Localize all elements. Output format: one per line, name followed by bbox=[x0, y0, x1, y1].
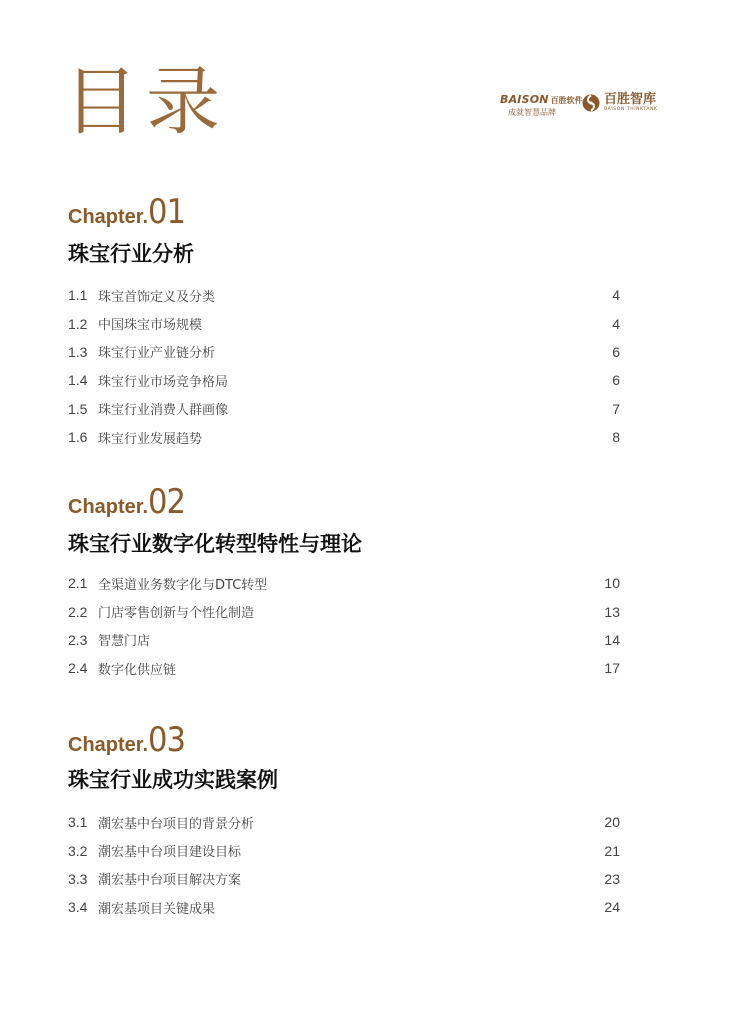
toc-entry-title: 潮宏基中台项目建设目标 bbox=[98, 845, 242, 861]
toc-entry-number: 2.4 bbox=[68, 660, 88, 677]
toc-list-02 bbox=[68, 569, 620, 683]
chapter-heading-01 bbox=[68, 192, 185, 237]
toc-entry-number: 3.2 bbox=[68, 842, 88, 859]
chapter-label: Chapter. bbox=[68, 734, 149, 756]
toc-entry-number: 1.4 bbox=[68, 372, 88, 389]
toc-entry-1-6[interactable] bbox=[68, 423, 620, 451]
thinktank-logo-cn: 百胜智库 bbox=[604, 92, 657, 107]
toc-entry-number: 2.1 bbox=[68, 575, 88, 592]
toc-entry-number: 1.1 bbox=[68, 287, 88, 304]
toc-entry-title: 珠宝首饰定义及分类 bbox=[98, 289, 216, 305]
toc-entry-title: 珠宝行业发展趋势 bbox=[98, 431, 203, 447]
toc-entry-number: 3.4 bbox=[68, 899, 88, 916]
toc-entry-number: 1.5 bbox=[68, 400, 88, 417]
chapter-number: 01 bbox=[148, 192, 185, 232]
toc-entry-title: 数字化供应链 bbox=[98, 662, 177, 678]
toc-entry-page: 4 bbox=[612, 287, 620, 304]
toc-entry-number: 1.6 bbox=[68, 429, 88, 446]
page-title: 目录 bbox=[64, 59, 228, 145]
toc-entry-3-1[interactable] bbox=[68, 808, 620, 836]
toc-entry-title: 潮宏基中台项目解决方案 bbox=[98, 873, 242, 889]
toc-entry-page: 13 bbox=[604, 603, 620, 620]
toc-entry-title: 珠宝行业市场竞争格局 bbox=[98, 374, 229, 390]
toc-entry-title: 中国珠宝市场规模 bbox=[98, 318, 203, 334]
chapter-label: Chapter. bbox=[68, 206, 149, 228]
toc-entry-1-4[interactable] bbox=[68, 366, 620, 394]
toc-entry-number: 3.3 bbox=[68, 870, 88, 887]
baison-logo bbox=[500, 93, 583, 118]
toc-entry-number: 2.2 bbox=[68, 603, 88, 620]
toc-entry-page: 6 bbox=[612, 343, 620, 360]
toc-entry-page: 14 bbox=[604, 631, 620, 648]
toc-entry-page: 7 bbox=[612, 400, 620, 417]
toc-entry-number: 2.3 bbox=[68, 631, 88, 648]
thinktank-logo-en: BAISON THINKTANK bbox=[604, 107, 658, 112]
toc-entry-number: 3.1 bbox=[68, 814, 88, 831]
toc-entry-page: 23 bbox=[604, 870, 620, 887]
toc-entry-3-4[interactable] bbox=[68, 893, 620, 921]
toc-entry-page: 17 bbox=[604, 660, 620, 677]
baison-logo-wordmark: BAISON bbox=[500, 93, 549, 106]
toc-entry-page: 21 bbox=[604, 842, 620, 859]
thinktank-logo-icon bbox=[582, 94, 600, 112]
toc-entry-title: 智慧门店 bbox=[98, 634, 151, 650]
toc-entry-2-1[interactable] bbox=[68, 569, 620, 597]
chapter-heading-02 bbox=[68, 482, 185, 527]
toc-entry-2-2[interactable] bbox=[68, 597, 620, 625]
toc-entry-3-2[interactable] bbox=[68, 836, 620, 864]
toc-entry-page: 10 bbox=[604, 575, 620, 592]
chapter-number: 02 bbox=[148, 482, 185, 522]
chapter-title-03: 珠宝行业成功实践案例 bbox=[68, 768, 278, 792]
toc-entry-title: 珠宝行业产业链分析 bbox=[98, 346, 216, 362]
toc-list-01 bbox=[68, 281, 620, 451]
toc-entry-1-2[interactable] bbox=[68, 309, 620, 337]
toc-entry-number: 1.2 bbox=[68, 315, 88, 332]
chapter-title-01: 珠宝行业分析 bbox=[68, 242, 194, 266]
toc-entry-title: 门店零售创新与个性化制造 bbox=[98, 606, 255, 622]
toc-entry-2-3[interactable] bbox=[68, 626, 620, 654]
baison-thinktank-logo bbox=[582, 93, 658, 113]
toc-entry-page: 8 bbox=[612, 429, 620, 446]
chapter-heading-03 bbox=[68, 720, 185, 765]
toc-entry-1-3[interactable] bbox=[68, 338, 620, 366]
chapter-number: 03 bbox=[148, 720, 185, 760]
toc-entry-page: 6 bbox=[612, 372, 620, 389]
baison-logo-cn: 百胜软件 bbox=[550, 96, 583, 105]
toc-entry-page: 4 bbox=[612, 315, 620, 332]
chapter-label: Chapter. bbox=[68, 496, 149, 518]
toc-entry-3-3[interactable] bbox=[68, 865, 620, 893]
toc-entry-title: 潮宏基项目关键成果 bbox=[98, 901, 216, 917]
toc-entry-title: 珠宝行业消费人群画像 bbox=[98, 403, 229, 419]
toc-entry-1-1[interactable] bbox=[68, 281, 620, 309]
toc-entry-1-5[interactable] bbox=[68, 395, 620, 423]
toc-entry-title: 潮宏基中台项目的背景分析 bbox=[98, 816, 255, 832]
toc-list-03 bbox=[68, 808, 620, 922]
toc-entry-2-4[interactable] bbox=[68, 654, 620, 682]
toc-entry-title: 全渠道业务数字化与DTC转型 bbox=[98, 577, 268, 593]
toc-entry-page: 20 bbox=[604, 814, 620, 831]
baison-logo-tagline: 成就智慧品牌 bbox=[508, 108, 556, 117]
chapter-title-02: 珠宝行业数字化转型特性与理论 bbox=[68, 532, 362, 556]
toc-entry-page: 24 bbox=[604, 899, 620, 916]
toc-entry-number: 1.3 bbox=[68, 343, 88, 360]
